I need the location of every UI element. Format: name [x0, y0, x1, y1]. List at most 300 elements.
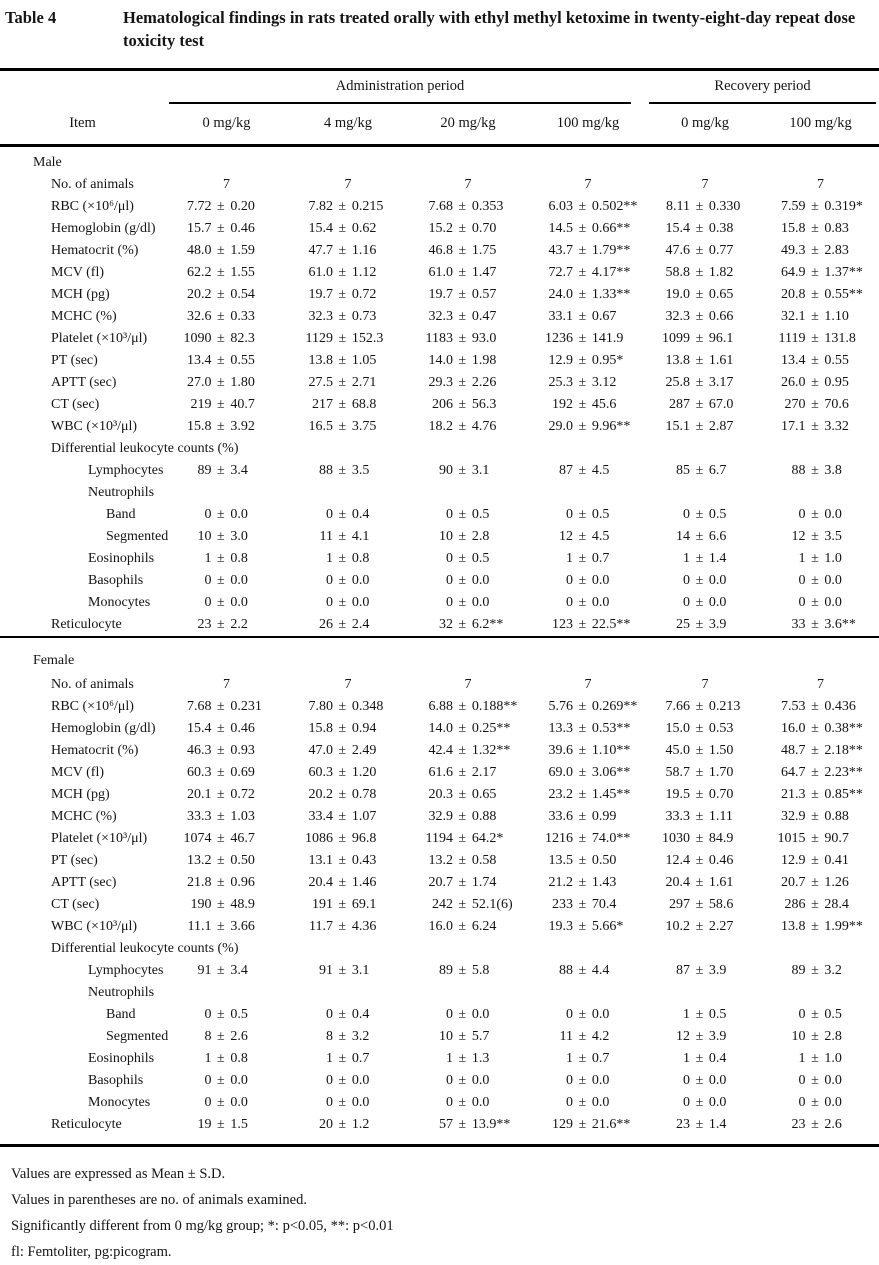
row-label: Differential leukocyte counts (%) [51, 441, 239, 457]
cell-value: 48.7 ± 2.18** [781, 743, 863, 759]
table-row [0, 982, 879, 1004]
cell-value: 129 ± 21.6** [551, 1117, 631, 1133]
table-row [0, 460, 879, 482]
row-label: Neutrophils [88, 485, 155, 501]
cell-value: 15.8 ± 3.92 [186, 419, 255, 435]
cell-value [408, 938, 528, 960]
table-row [0, 548, 879, 570]
cell-value: 0 ± 0.4 [325, 507, 370, 523]
table-row [0, 938, 879, 960]
cell-value: 0 ± 0.0 [445, 573, 490, 589]
cell-value [528, 982, 648, 1004]
dose-header-admin-0mg: 0 mg/kg [165, 105, 288, 146]
table-row [0, 916, 879, 938]
cell-value: 11.7 ± 4.36 [308, 919, 377, 935]
cell-value [288, 438, 408, 460]
dose-header-recovery-100mg: 100 mg/kg [762, 105, 879, 146]
cell-value: 61.6 ± 2.17 [428, 765, 497, 781]
cell-value: 23 ± 2.6 [791, 1117, 842, 1133]
cell-value: 0 ± 0.5 [204, 1007, 248, 1023]
cell-value: 20.2 ± 0.54 [186, 287, 255, 303]
cell-value: 13.1 ± 0.43 [308, 853, 377, 869]
cell-value: 270 ± 70.6 [784, 397, 849, 413]
cell-value: 0 ± 0.0 [204, 573, 248, 589]
row-label: CT (sec) [51, 397, 100, 413]
row-label: WBC (×10³/μl) [51, 419, 138, 435]
cell-value: 32.3 ± 0.73 [308, 309, 377, 325]
cell-value: 15.4 ± 0.46 [186, 721, 255, 737]
cell-value: 15.4 ± 0.38 [665, 221, 734, 237]
recovery-period-header [648, 70, 879, 106]
row-label: Reticulocyte [51, 617, 122, 633]
table-row [0, 306, 879, 328]
cell-value: 89 ± 3.2 [791, 963, 842, 979]
cell-value: 0 ± 0.0 [565, 1007, 610, 1023]
row-label: Band [106, 507, 136, 523]
table-row [0, 762, 879, 784]
cell-value [165, 482, 288, 504]
cell-value: 0 ± 0.0 [565, 595, 610, 611]
row-label: Segmented [106, 1029, 169, 1045]
cell-value: 32 ± 6.2** [438, 617, 504, 633]
cell-value: 39.6 ± 1.10** [548, 743, 631, 759]
cell-value: 1015 ± 90.7 [777, 831, 849, 847]
cell-value: 69.0 ± 3.06** [548, 765, 631, 781]
cell-value: 0 ± 0.5 [682, 507, 727, 523]
cell-value [288, 938, 408, 960]
row-label: Platelet (×10³/μl) [51, 331, 148, 347]
cell-value [648, 438, 762, 460]
cell-value: 42.4 ± 1.32** [428, 743, 511, 759]
cell-value: 1 ± 0.5 [682, 1007, 727, 1023]
cell-value: 1090 ± 82.3 [183, 331, 255, 347]
row-label: Hematocrit (%) [51, 743, 139, 759]
table-row [0, 960, 879, 982]
cell-value: 1194 ± 64.2* [425, 831, 504, 847]
table-row [0, 1026, 879, 1048]
cell-value: 13.4 ± 0.55 [186, 353, 255, 369]
cell-value: 33.6 ± 0.99 [548, 809, 617, 825]
cell-value: 14.5 ± 0.66** [548, 221, 631, 237]
cell-value: 20.7 ± 1.26 [781, 875, 849, 891]
table-row [0, 718, 879, 740]
row-label: PT (sec) [51, 353, 98, 369]
cell-value: 19.5 ± 0.70 [665, 787, 734, 803]
cell-value: 14.0 ± 0.25** [428, 721, 511, 737]
cell-value: 1086 ± 96.8 [304, 831, 377, 847]
row-label: APTT (sec) [51, 875, 117, 891]
table-row [0, 372, 879, 394]
cell-value: 32.9 ± 0.88 [428, 809, 497, 825]
cell-value: 0 ± 0.0 [798, 595, 842, 611]
table-title [0, 6, 879, 52]
cell-value: 0 ± 0.0 [798, 507, 842, 523]
dose-header-recovery-0mg: 0 mg/kg [648, 105, 762, 146]
cell-value: 206 ± 56.3 [431, 397, 497, 413]
cell-value: 7.82 ± 0.215 [308, 199, 384, 215]
cell-value: 21.2 ± 1.43 [548, 875, 617, 891]
table-row [0, 438, 879, 460]
row-label: Differential leukocyte counts (%) [51, 941, 239, 957]
table-row [0, 504, 879, 526]
cell-value: 8.11 ± 0.330 [666, 199, 741, 215]
cell-value: 297 ± 58.6 [668, 897, 734, 913]
cell-value: 1 ± 0.8 [325, 551, 370, 567]
cell-value: 10 ± 3.0 [197, 529, 248, 545]
cell-value: 10.2 ± 2.27 [665, 919, 734, 935]
cell-value: 13.8 ± 1.05 [308, 353, 377, 369]
administration-period-header [165, 70, 648, 106]
table-body [0, 146, 879, 1146]
cell-value: 12 ± 3.9 [675, 1029, 727, 1045]
cell-value: 58.7 ± 1.70 [665, 765, 734, 781]
table-row [0, 1092, 879, 1114]
row-label: Lymphocytes [88, 963, 164, 979]
cell-value: 20.4 ± 1.61 [665, 875, 734, 891]
cell-value: 7.80 ± 0.348 [308, 699, 384, 715]
table-row [0, 784, 879, 806]
cell-value: 0 ± 0.0 [798, 1095, 842, 1111]
cell-value: 26 ± 2.4 [318, 617, 370, 633]
cell-value: 20.8 ± 0.55** [781, 287, 863, 303]
cell-value: 1 ± 1.4 [682, 551, 727, 567]
cell-value: 20.7 ± 1.74 [428, 875, 497, 891]
cell-value: 19.7 ± 0.72 [308, 287, 377, 303]
cell-value: 48.0 ± 1.59 [186, 243, 255, 259]
cell-value: 0 ± 0.0 [325, 595, 370, 611]
table-row [0, 262, 879, 284]
cell-value: 0 ± 0.0 [204, 1073, 248, 1089]
cell-value: 23 ± 2.2 [197, 617, 248, 633]
table-row [0, 850, 879, 872]
cell-value: 15.8 ± 0.83 [781, 221, 849, 237]
cell-value: 1099 ± 96.1 [661, 331, 734, 347]
cell-value: 0 ± 0.0 [682, 595, 727, 611]
cell-value: 0 ± 0.0 [204, 1095, 248, 1111]
recovery-period-label: Recovery period [649, 78, 876, 104]
cell-value: 12.9 ± 0.95* [548, 353, 624, 369]
cell-value: 13.2 ± 0.50 [186, 853, 255, 869]
cell-value: 0 ± 0.5 [445, 507, 490, 523]
cell-value: 7 [817, 677, 825, 693]
cell-value: 61.0 ± 1.12 [308, 265, 377, 281]
cell-value: 0 ± 0.0 [325, 1073, 370, 1089]
cell-value: 46.8 ± 1.75 [428, 243, 497, 259]
table-row [0, 1114, 879, 1146]
cell-value: 7 [344, 177, 352, 193]
row-label: Monocytes [88, 595, 151, 611]
table-row [0, 1070, 879, 1092]
cell-value [528, 938, 648, 960]
cell-value: 0 ± 0.4 [325, 1007, 370, 1023]
cell-value: 64.9 ± 1.37** [781, 265, 863, 281]
cell-value: 1030 ± 84.9 [661, 831, 734, 847]
row-label: Monocytes [88, 1095, 151, 1111]
table-row [0, 394, 879, 416]
cell-value [762, 938, 879, 960]
cell-value [288, 482, 408, 504]
section-label: Female [0, 637, 879, 674]
row-label: Hematocrit (%) [51, 243, 139, 259]
cell-value: 6.88 ± 0.188** [428, 699, 518, 715]
cell-value: 0 ± 0.0 [204, 507, 248, 523]
cell-value: 7 [223, 177, 230, 193]
cell-value: 20.2 ± 0.78 [308, 787, 377, 803]
cell-value [165, 982, 288, 1004]
table-number: Table 4 [5, 8, 57, 27]
cell-value: 0 ± 0.0 [565, 1095, 610, 1111]
section-row-male [0, 146, 879, 175]
footnote-parentheses: Values in parentheses are no. of animals examined. [11, 1192, 307, 1209]
footnote-units: fl: Femtoliter, pg:picogram. [11, 1244, 172, 1261]
cell-value: 21.3 ± 0.85** [781, 787, 863, 803]
cell-value: 29.3 ± 2.26 [428, 375, 497, 391]
item-column-header: Item [0, 105, 165, 146]
dose-header-admin-20mg: 20 mg/kg [408, 105, 528, 146]
cell-value: 242 ± 52.1(6) [431, 897, 513, 913]
cell-value: 16.0 ± 6.24 [428, 919, 497, 935]
cell-value: 0 ± 0.0 [682, 1095, 727, 1111]
row-label: Reticulocyte [51, 1117, 122, 1133]
cell-value: 217 ± 68.8 [311, 397, 377, 413]
cell-value: 0 ± 0.0 [204, 595, 248, 611]
cell-value: 32.3 ± 0.47 [428, 309, 497, 325]
cell-value: 7.59 ± 0.319* [781, 199, 863, 215]
cell-value: 62.2 ± 1.55 [186, 265, 255, 281]
row-label: Eosinophils [88, 551, 155, 567]
cell-value: 11 ± 4.1 [319, 529, 370, 545]
cell-value: 7 [464, 177, 472, 193]
cell-value [648, 482, 762, 504]
cell-value: 0 ± 0.5 [798, 1007, 842, 1023]
table-row [0, 284, 879, 306]
cell-value: 18.2 ± 4.76 [428, 419, 497, 435]
cell-value: 19 ± 1.5 [197, 1117, 248, 1133]
row-label: Basophils [88, 573, 144, 589]
cell-value: 0 ± 0.0 [682, 573, 727, 589]
row-label: WBC (×10³/μl) [51, 919, 138, 935]
row-label: Segmented [106, 529, 169, 545]
table-caption [123, 6, 855, 52]
cell-value: 29.0 ± 9.96** [548, 419, 631, 435]
cell-value: 17.1 ± 3.32 [781, 419, 849, 435]
cell-value: 87 ± 3.9 [675, 963, 727, 979]
footnotes [0, 1161, 879, 1265]
section-label: Male [33, 155, 62, 171]
cell-value: 46.3 ± 0.93 [186, 743, 255, 759]
cell-value: 33.3 ± 1.11 [665, 809, 733, 825]
dose-header-admin-100mg: 100 mg/kg [528, 105, 648, 146]
row-label: RBC (×10⁶/μl) [51, 199, 134, 215]
table-row [0, 674, 879, 696]
cell-value: 13.2 ± 0.58 [428, 853, 497, 869]
cell-value: 13.5 ± 0.50 [548, 853, 617, 869]
cell-value: 123 ± 22.5** [551, 617, 631, 633]
cell-value: 192 ± 45.6 [551, 397, 617, 413]
cell-value: 7.72 ± 0.20 [186, 199, 255, 215]
cell-value: 286 ± 28.4 [784, 897, 849, 913]
cell-value: 5.76 ± 0.269** [548, 699, 638, 715]
row-label: No. of animals [51, 677, 134, 693]
cell-value: 25 ± 3.9 [675, 617, 727, 633]
row-label: MCHC (%) [51, 309, 117, 325]
cell-value: 16.0 ± 0.38** [781, 721, 863, 737]
table-row [0, 1048, 879, 1070]
cell-value: 33.1 ± 0.67 [548, 309, 617, 325]
row-label: MCH (pg) [51, 287, 110, 303]
cell-value: 24.0 ± 1.33** [548, 287, 631, 303]
cell-value: 0 ± 0.5 [445, 551, 490, 567]
cell-value [648, 938, 762, 960]
cell-value: 8 ± 2.6 [204, 1029, 248, 1045]
table-caption-line-2: toxicity test [123, 31, 205, 51]
cell-value: 64.7 ± 2.23** [781, 765, 863, 781]
cell-value: 16.5 ± 3.75 [308, 419, 377, 435]
cell-value: 15.2 ± 0.70 [428, 221, 497, 237]
cell-value: 6.03 ± 0.502** [548, 199, 638, 215]
table-row [0, 526, 879, 548]
cell-value: 7 [701, 177, 709, 193]
cell-value: 14 ± 6.6 [675, 529, 727, 545]
cell-value: 61.0 ± 1.47 [428, 265, 497, 281]
cell-value: 1129 ± 152.3 [305, 331, 384, 347]
cell-value: 12.9 ± 0.41 [781, 853, 849, 869]
cell-value: 13.4 ± 0.55 [781, 353, 849, 369]
table-row [0, 416, 879, 438]
cell-value: 13.8 ± 1.61 [665, 353, 734, 369]
table-row [0, 894, 879, 916]
row-label: MCV (fl) [51, 265, 105, 281]
cell-value: 87 ± 4.5 [558, 463, 610, 479]
cell-value: 20.4 ± 1.46 [308, 875, 377, 891]
cell-value: 0 ± 0.0 [445, 1095, 490, 1111]
cell-value: 1 ± 1.0 [798, 551, 842, 567]
row-label: No. of animals [51, 177, 134, 193]
cell-value: 0 ± 0.0 [565, 1073, 610, 1089]
row-label: Eosinophils [88, 1051, 155, 1067]
table-caption-line-1: Hematological findings in rats treated orally with ethyl methyl ketoxime in twenty-eight-day repeat dose [123, 8, 856, 27]
section-row-female [0, 637, 879, 674]
cell-value: 1 ± 0.7 [565, 1051, 610, 1067]
cell-value: 33 ± 3.6** [791, 617, 856, 633]
cell-value: 91 ± 3.1 [318, 963, 370, 979]
cell-value: 15.1 ± 2.87 [665, 419, 734, 435]
cell-value: 23 ± 1.4 [675, 1117, 727, 1133]
row-label: PT (sec) [51, 853, 98, 869]
table-row [0, 1004, 879, 1026]
cell-value: 90 ± 3.1 [438, 463, 490, 479]
cell-value: 88 ± 3.5 [318, 463, 370, 479]
table-row [0, 570, 879, 592]
cell-value: 0 ± 0.0 [445, 1007, 490, 1023]
cell-value: 1074 ± 46.7 [183, 831, 255, 847]
cell-value: 0 ± 0.0 [798, 573, 842, 589]
row-label: MCHC (%) [51, 809, 117, 825]
table-row [0, 806, 879, 828]
cell-value: 27.5 ± 2.71 [308, 375, 377, 391]
cell-value: 0 ± 0.0 [565, 573, 610, 589]
cell-value: 47.0 ± 2.49 [308, 743, 377, 759]
cell-value: 27.0 ± 1.80 [186, 375, 255, 391]
cell-value: 15.7 ± 0.46 [186, 221, 255, 237]
row-label: APTT (sec) [51, 375, 117, 391]
cell-value: 19.3 ± 5.66* [548, 919, 624, 935]
cell-value [408, 438, 528, 460]
cell-value: 89 ± 3.4 [197, 463, 248, 479]
cell-value: 32.6 ± 0.33 [186, 309, 255, 325]
cell-value: 47.6 ± 0.77 [665, 243, 734, 259]
cell-value: 190 ± 48.9 [190, 897, 255, 913]
cell-value: 219 ± 40.7 [190, 397, 255, 413]
cell-value: 1 ± 0.8 [204, 551, 248, 567]
cell-value: 13.3 ± 0.53** [548, 721, 631, 737]
cell-value: 1 ± 1.3 [445, 1051, 490, 1067]
cell-value: 7 [584, 677, 592, 693]
cell-value: 60.3 ± 0.69 [186, 765, 255, 781]
cell-value: 10 ± 5.7 [438, 1029, 490, 1045]
cell-value: 49.3 ± 2.83 [781, 243, 849, 259]
cell-value: 15.4 ± 0.62 [308, 221, 377, 237]
cell-value: 0 ± 0.0 [682, 1073, 727, 1089]
row-label: Platelet (×10³/μl) [51, 831, 148, 847]
cell-value: 7 [464, 677, 472, 693]
cell-value: 7 [584, 177, 592, 193]
cell-value: 7 [817, 177, 825, 193]
cell-value: 19.7 ± 0.57 [428, 287, 497, 303]
cell-value: 0 ± 0.0 [325, 1095, 370, 1111]
footnote-mean-sd: Values are expressed as Mean ± S.D. [11, 1166, 226, 1183]
cell-value: 10 ± 2.8 [791, 1029, 842, 1045]
cell-value: 0 ± 0.0 [445, 595, 490, 611]
row-label: Lymphocytes [88, 463, 164, 479]
cell-value: 287 ± 67.0 [668, 397, 734, 413]
cell-value: 23.2 ± 1.45** [548, 787, 631, 803]
cell-value: 58.8 ± 1.82 [665, 265, 734, 281]
cell-value: 0 ± 0.0 [798, 1073, 842, 1089]
row-label: MCH (pg) [51, 787, 110, 803]
cell-value: 0 ± 0.5 [565, 507, 610, 523]
dose-header-admin-4mg: 4 mg/kg [288, 105, 408, 146]
table-row [0, 614, 879, 637]
cell-value: 1 ± 0.8 [204, 1051, 248, 1067]
cell-value: 14.0 ± 1.98 [428, 353, 497, 369]
cell-value: 33.3 ± 1.03 [186, 809, 255, 825]
cell-value: 1 ± 1.0 [798, 1051, 842, 1067]
cell-value: 11 ± 4.2 [559, 1029, 610, 1045]
cell-value: 88 ± 4.4 [558, 963, 610, 979]
cell-value [408, 982, 528, 1004]
row-label: Basophils [88, 1073, 144, 1089]
cell-value [408, 482, 528, 504]
cell-value: 12.4 ± 0.46 [665, 853, 734, 869]
cell-value: 191 ± 69.1 [311, 897, 377, 913]
period-group-row [0, 70, 879, 106]
cell-value: 8 ± 3.2 [325, 1029, 370, 1045]
table-row [0, 174, 879, 196]
cell-value: 20.3 ± 0.65 [428, 787, 497, 803]
cell-value: 21.8 ± 0.96 [186, 875, 255, 891]
table-row [0, 328, 879, 350]
cell-value: 60.3 ± 1.20 [308, 765, 377, 781]
cell-value [762, 982, 879, 1004]
cell-value: 33.4 ± 1.07 [308, 809, 377, 825]
cell-value: 12 ± 3.5 [791, 529, 842, 545]
table-row [0, 350, 879, 372]
table-row [0, 696, 879, 718]
table-row [0, 872, 879, 894]
table-row [0, 740, 879, 762]
group-spacer [0, 70, 165, 106]
